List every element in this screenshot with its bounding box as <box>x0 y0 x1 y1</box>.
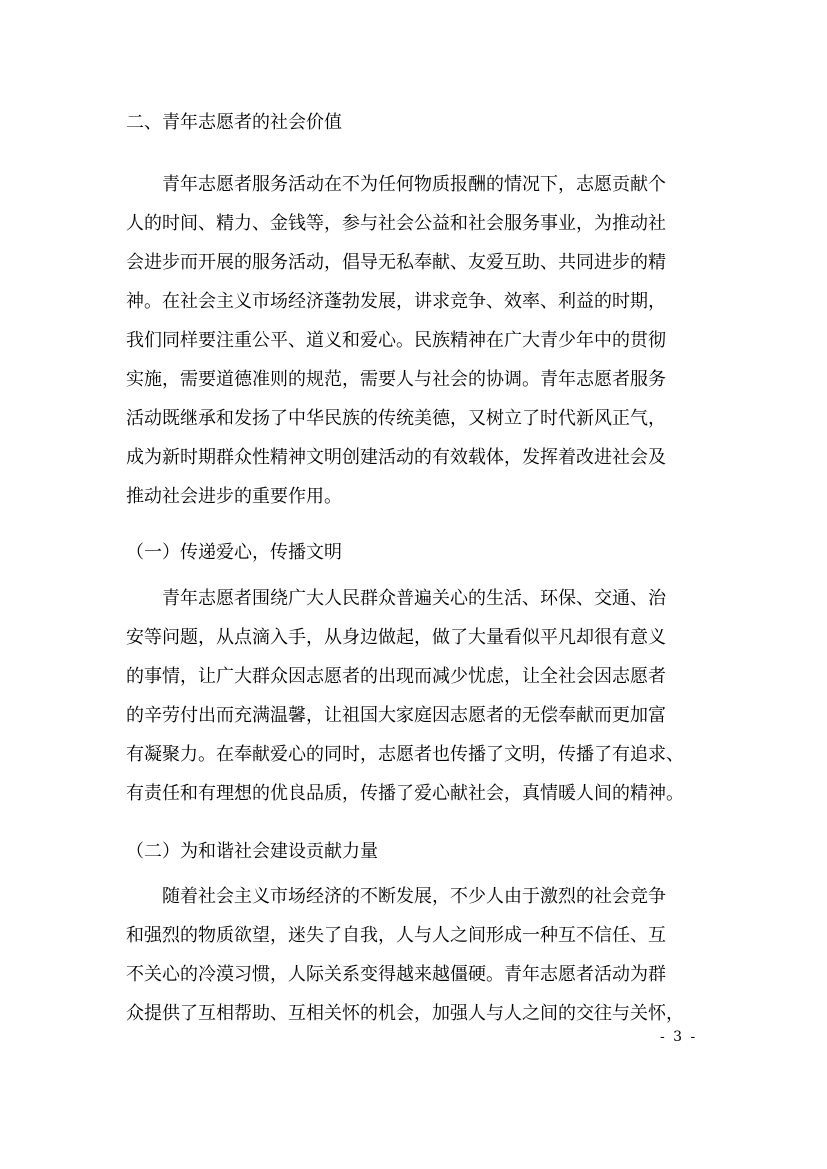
page-number: - 3 - <box>660 1029 698 1045</box>
paragraph-line: 推动社会进步的重要作用。 <box>126 486 342 507</box>
paragraph-line: 会进步而开展的服务活动，倡导无私奉献、友爱互助、共同进步的精 <box>126 252 666 273</box>
subsection-heading: （一）传递爱心，传播文明 <box>126 542 342 563</box>
paragraph-line: 人的时间、精力、金钱等，参与社会公益和社会服务事业，为推动社 <box>126 213 666 234</box>
paragraph-line: 和强烈的物质欲望，迷失了自我，人与人之间形成一种互不信任、互 <box>126 925 666 946</box>
paragraph-line: 的辛劳付出而充满温馨，让祖国大家庭因志愿者的无偿奉献而更加富 <box>126 705 666 726</box>
paragraph-line: 活动既继承和发扬了中华民族的传统美德，又树立了时代新风正气， <box>126 408 666 429</box>
paragraph-line: 众提供了互相帮助、互相关怀的机会，加强人与人之间的交往与关怀， <box>126 1003 684 1024</box>
section-heading: 二、青年志愿者的社会价值 <box>126 112 342 133</box>
paragraph-line: 有凝聚力。在奉献爱心的同时，志愿者也传播了文明，传播了有追求、 <box>126 744 684 765</box>
paragraph-line: 成为新时期群众性精神文明创建活动的有效载体，发挥着改进社会及 <box>126 447 666 468</box>
paragraph-line: 不关心的冷漠习惯，人际关系变得越来越僵硬。青年志愿者活动为群 <box>126 964 666 985</box>
subsection-heading: （二）为和谐社会建设贡献力量 <box>126 841 378 862</box>
paragraph-line: 青年志愿者服务活动在不为任何物质报酬的情况下，志愿贡献个 <box>162 174 666 195</box>
paragraph-line: 青年志愿者围绕广大人民群众普遍关心的生活、环保、交通、治 <box>162 588 666 609</box>
paragraph-line: 有责任和有理想的优良品质，传播了爱心献社会，真情暖人间的精神。 <box>126 783 684 804</box>
paragraph-line: 我们同样要注重公平、道义和爱心。民族精神在广大青少年中的贯彻 <box>126 330 666 351</box>
paragraph-line: 随着社会主义市场经济的不断发展，不少人由于激烈的社会竞争 <box>162 886 666 907</box>
paragraph-line: 安等问题，从点滴入手，从身边做起，做了大量看似平凡却很有意义 <box>126 627 666 648</box>
paragraph-line: 的事情，让广大群众因志愿者的出现而减少忧虑，让全社会因志愿者 <box>126 666 666 687</box>
paragraph-line: 实施，需要道德准则的规范，需要人与社会的协调。青年志愿者服务 <box>126 369 666 390</box>
paragraph-line: 神。在社会主义市场经济蓬勃发展，讲求竞争、效率、利益的时期， <box>126 291 666 312</box>
